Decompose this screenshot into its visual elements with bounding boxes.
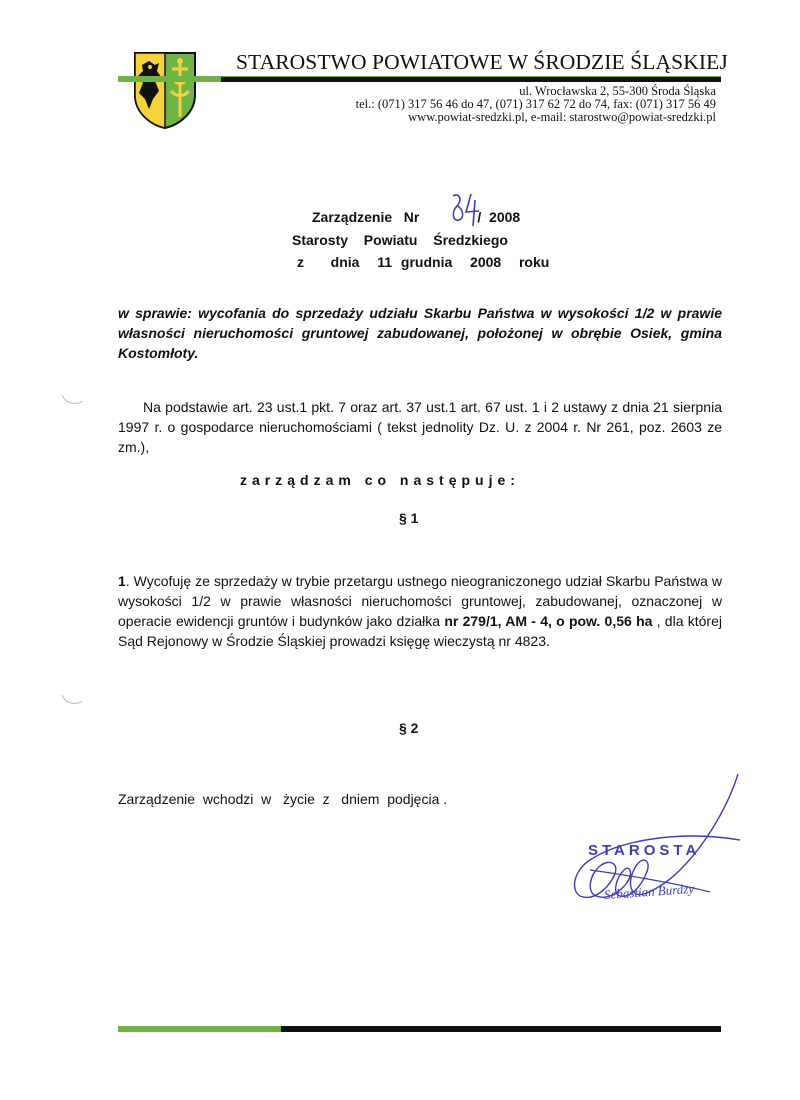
issuer-line: Starosty Powiatu Średzkiego	[292, 232, 508, 248]
plot-designation: nr 279/1, AM - 4, o pow. 0,56 ha	[444, 613, 653, 629]
decree-number-year: / 2008	[477, 209, 521, 225]
section-1-mark: § 1	[399, 510, 419, 526]
organization-name: STAROSTWO POWIATOWE W ŚRODZIE ŚLĄSKIEJ	[236, 50, 728, 74]
header-rule	[118, 76, 721, 84]
subject-paragraph: w sprawie: wycofania do sprzedaży udziału Skarbu Państwa w wysokości 1/2 w prawie własności nieruchomości gruntowej zabudowanej, położonej w obrębie Osiek, gmina Kostomłoty.	[118, 305, 722, 361]
punch-hole-mark	[60, 393, 84, 407]
stamp-name: Sebastian Burdzy	[603, 880, 695, 903]
point-number: 1	[118, 573, 126, 589]
decree-number-line	[312, 209, 520, 225]
web-email-line: www.powiat-sredzki.pl, e-mail: starostwo@powiat-sredzki.pl	[408, 110, 716, 124]
section-1-point	[118, 571, 722, 651]
point-text-after: , dla której Sąd Rejonowy w Środzie Śląskiej prowadzi księgę wieczystą nr 4823.	[118, 613, 722, 649]
legal-basis-paragraph: Na podstawie art. 23 ust.1 pkt. 7 oraz art. 37 ust.1 art. 67 ust. 1 i 2 ustawy z dnia 21 sierpnia 1997 r. o gospodarce nieruchomościami ( tekst jednolity Dz. U. z 2004 r. Nr 261, poz. 2603 ze zm.),	[118, 399, 722, 455]
punch-hole-mark	[60, 693, 84, 707]
address-line: ul. Wrocławska 2, 55-300 Środa Śląska	[519, 84, 716, 98]
section-2-mark: § 2	[399, 720, 419, 736]
decree-statement: zarządzam co następuje:	[240, 472, 520, 488]
decree-number-prefix: Zarządzenie Nr	[312, 209, 420, 225]
point-text-before: . Wycofuję ze sprzedaży w trybie przetargu ustnego nieograniczonego udział Skarbu Państwa w wysokości 1/2 w prawie własności nieruchomości gruntowej, zabudowanej, oznaczonej w operacie ewidencji gruntów i budynków jako działka	[118, 573, 722, 629]
phone-line: tel.: (071) 317 56 46 do 47, (071) 317 62 72 do 74, fax: (071) 317 56 49	[355, 97, 716, 111]
footer-rule	[118, 1026, 721, 1034]
coat-of-arms-icon	[133, 51, 197, 129]
section-2-text: Zarządzenie wchodzi w życie z dniem podjęcia .	[118, 791, 448, 807]
handwritten-number	[449, 190, 483, 228]
date-line: z dnia 11 grudnia 2008 roku	[297, 254, 550, 270]
stamp-title: STAROSTA	[588, 842, 701, 859]
